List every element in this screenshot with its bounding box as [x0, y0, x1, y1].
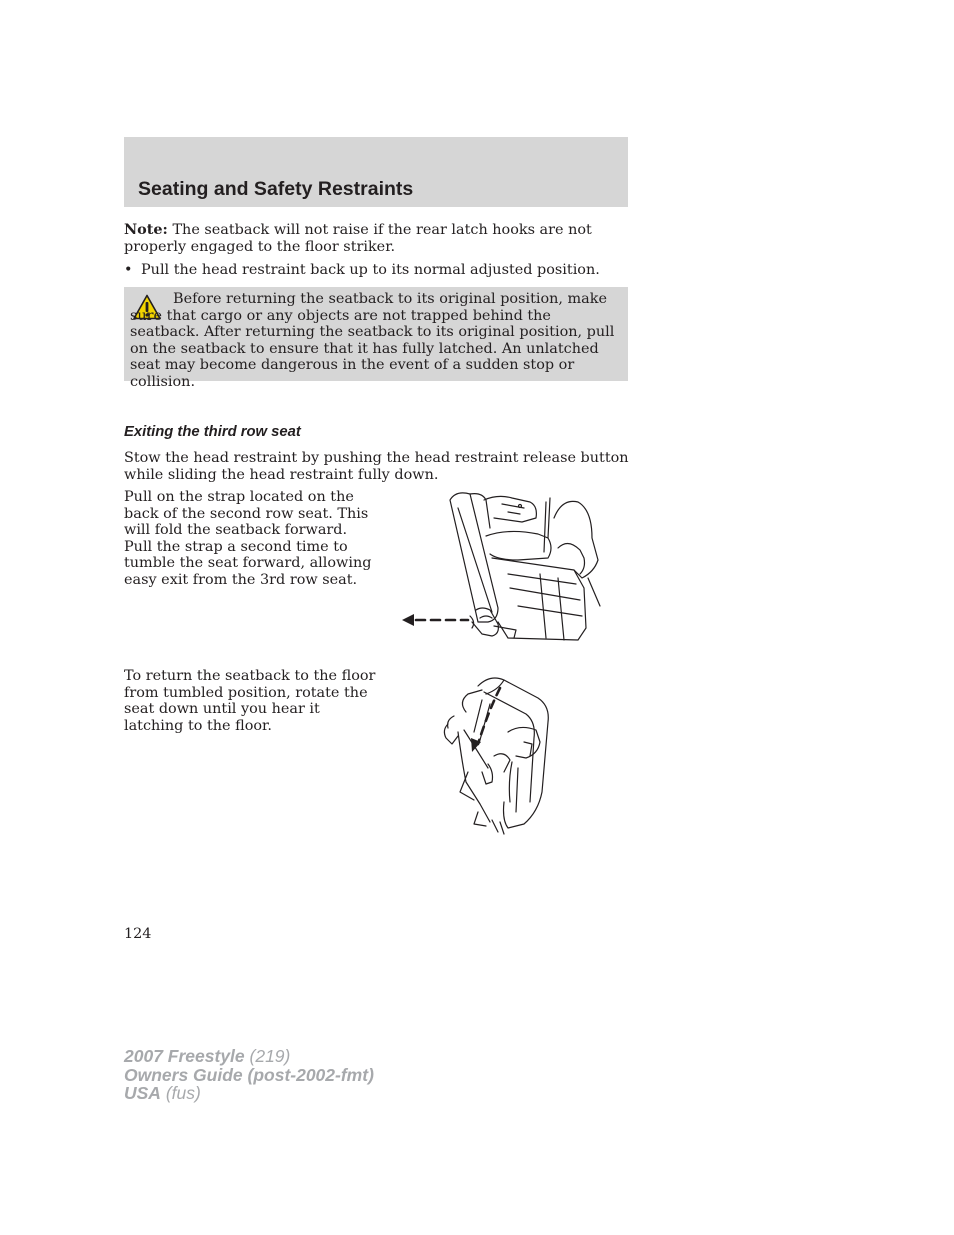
section-header-band [124, 137, 628, 207]
footer-guide: Owners Guide (post-2002-fmt) [124, 1064, 374, 1085]
document-footer [124, 1047, 374, 1103]
seat-fold-illustration [398, 488, 602, 648]
exiting-intro-paragraph: Stow the head restraint by pushing the head restraint release button while sliding the head restraint fully down. [124, 450, 629, 483]
footer-line-1 [124, 1047, 374, 1066]
note-label: Note: [124, 221, 168, 238]
exiting-step1-paragraph: Pull on the strap located on the back of the second row seat. This will fold the seatback forward. Pull the strap a second time to tumble the seat forward, allowing easy exit from the 3rd row seat. [124, 489, 372, 588]
subheading-exiting-third-row: Exiting the third row seat [124, 424, 301, 440]
seat-tumble-illustration [438, 672, 562, 836]
page-number: 124 [124, 926, 152, 942]
note-paragraph [124, 222, 630, 255]
note-text: The seatback will not raise if the rear latch hooks are not properly engaged to the floor striker. [124, 222, 592, 255]
footer-market-code: (fus) [160, 1083, 201, 1103]
footer-line-3 [124, 1084, 374, 1103]
bullet-item [124, 262, 630, 279]
warning-box [124, 287, 628, 390]
footer-model-code: (219) [244, 1046, 291, 1066]
exiting-step2-paragraph: To return the seatback to the floor from tumbled position, rotate the seat down until you hear it latching to the floor. [124, 668, 376, 734]
bullet-text: Pull the head restraint back up to its normal adjusted position. [141, 262, 600, 278]
footer-model: 2007 Freestyle [124, 1046, 245, 1066]
warning-text: Before returning the seatback to its original position, make sure that cargo or any objects are not trapped behind the seatback. After returning the seatback to its original position, pull on the seatback to ensure that it has fully latched. An unlatched seat may become dangerous in the event of a sudden stop or collision. [130, 291, 615, 390]
footer-market: USA [124, 1083, 161, 1103]
footer-line-2 [124, 1066, 374, 1085]
section-title: Seating and Safety Restraints [138, 178, 414, 200]
bullet-symbol: • [124, 262, 133, 278]
